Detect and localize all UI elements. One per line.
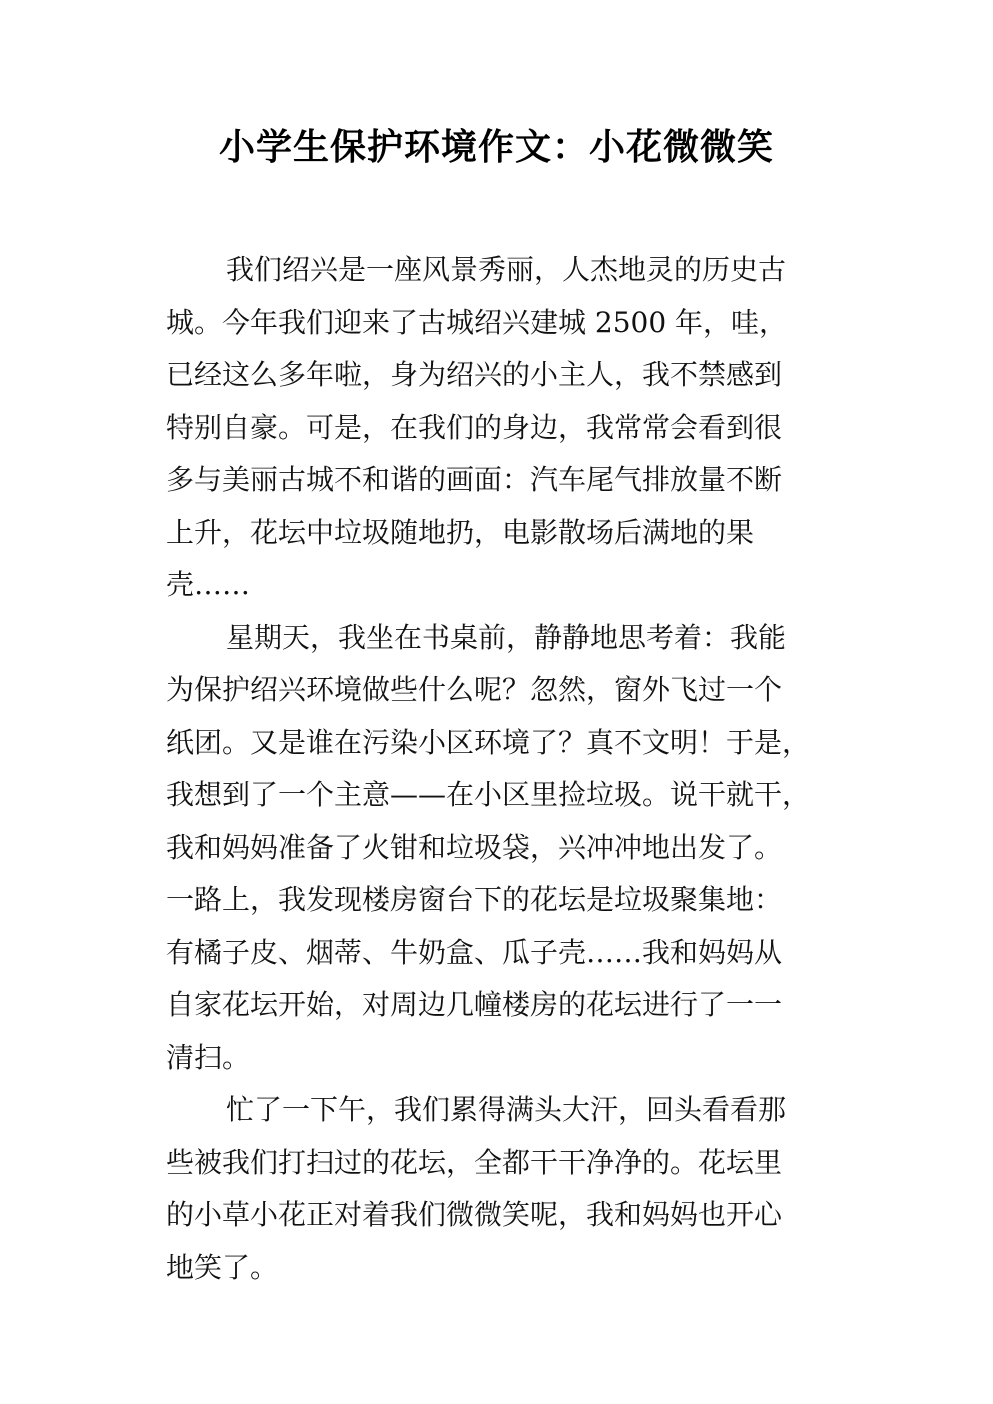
paragraph-2 (166, 612, 838, 1085)
paragraph-line: 为保护绍兴环境做些什么呢？忽然，窗外飞过一个 (166, 673, 783, 706)
paragraph-line: 上升，花坛中垃圾随地扔，电影散场后满地的果 (166, 515, 755, 549)
paragraph-line: 我们绍兴是一座风景秀丽，人杰地灵的历史古 (226, 253, 787, 286)
paragraph-line: 一路上，我发现楼房窗台下的花坛是垃圾聚集地： (166, 883, 783, 916)
paragraph-line: 我想到了一个主意——在小区里捡垃圾。说干就干， (166, 778, 811, 811)
paragraph-line: 有橘子皮、烟蒂、牛奶盒、瓜子壳……我和妈妈从 (166, 935, 783, 969)
paragraph-line: 多与美丽古城不和谐的画面：汽车尾气排放量不断 (166, 463, 783, 496)
paragraph-1 (166, 244, 838, 612)
paragraph-line: 壳…… (166, 568, 251, 601)
paragraph-line: 星期天，我坐在书桌前，静静地思考着：我能 (226, 620, 787, 654)
paragraph-line: 地笑了。 (166, 1250, 279, 1284)
document-body (166, 244, 838, 1294)
paragraph-line: 些被我们打扫过的花坛，全都干干净净的。花坛里 (166, 1145, 783, 1179)
paragraph-line: 忙了一下午，我们累得满头大汗，回头看看那 (226, 1093, 787, 1126)
paragraph-line: 特别自豪。可是，在我们的身边，我常常会看到很 (166, 410, 783, 444)
document-title: 小学生保护环境作文：小花微微笑 (218, 127, 774, 168)
paragraph-line: 的小草小花正对着我们微微笑呢，我和妈妈也开心 (166, 1198, 783, 1231)
paragraph-line: 我和妈妈准备了火钳和垃圾袋，兴冲冲地出发了。 (166, 830, 783, 864)
paragraph-3 (166, 1084, 838, 1294)
paragraph-line: 清扫。 (166, 1040, 251, 1074)
paragraph-line: 纸团。又是谁在污染小区环境了？真不文明！于是， (166, 725, 811, 759)
paragraph-line: 自家花坛开始，对周边几幢楼房的花坛进行了一一 (166, 988, 783, 1021)
paragraph-line: 城。今年我们迎来了古城绍兴建城 2500 年，哇， (166, 305, 788, 339)
paragraph-line: 已经这么多年啦，身为绍兴的小主人，我不禁感到 (166, 358, 783, 391)
